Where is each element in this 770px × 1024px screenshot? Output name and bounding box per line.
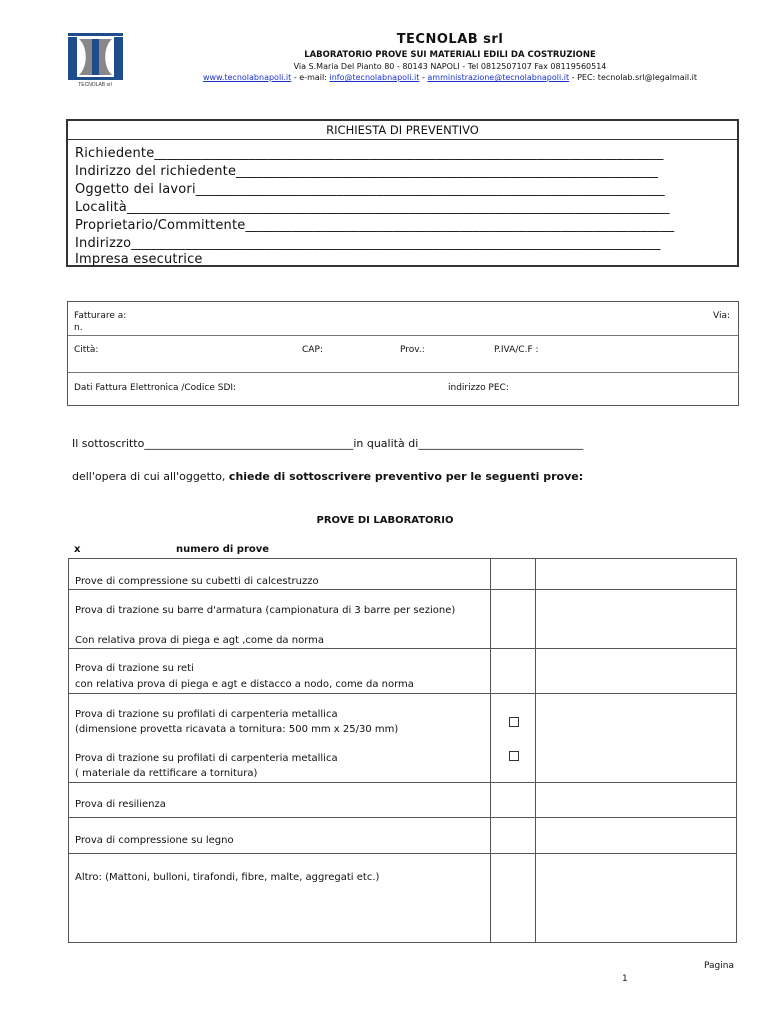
billing-divider <box>68 335 738 336</box>
test-row-label: Con relativa prova di piega e agt ,come da norma <box>75 635 324 646</box>
field-indirizzo[interactable]: Indirizzo_______________________________________________________________________________ <box>75 236 661 251</box>
separator: - <box>293 73 300 82</box>
test-row-label: Prova di trazione su barre d'armatura (campionatura di 3 barre per sezione) <box>75 605 456 616</box>
test-row-label: ( materiale da rettificare a tornitura) <box>75 768 258 779</box>
row-divider <box>69 693 736 694</box>
column-divider <box>535 559 536 942</box>
checkbox[interactable] <box>509 717 519 727</box>
piva-label: P.IVA/C.F : <box>494 345 539 355</box>
tests-table <box>68 558 737 943</box>
test-row-label: Prova di resilienza <box>75 799 166 810</box>
request-statement <box>72 470 583 483</box>
request-box <box>66 119 739 267</box>
company-name: TECNOLAB srl <box>396 32 504 47</box>
test-row-label: Prova di trazione su profilati di carpenteria metallica <box>75 753 338 764</box>
field-localita[interactable]: Località_________________________________________________________________________________ <box>75 200 670 215</box>
fatturare-label: Fatturare a: <box>74 311 127 321</box>
field-oggetto-lavori[interactable]: Oggetto dei lavori______________________________________________________________________ <box>75 182 665 197</box>
field-indirizzo-richiedente[interactable]: Indirizzo del richiedente_______________________________________________________________ <box>75 164 659 179</box>
citta-label: Città: <box>74 345 99 355</box>
page-number: 1 <box>622 974 628 984</box>
n-label: n. <box>74 323 83 333</box>
website-link[interactable]: www.tecnolabnapoli.it <box>202 73 292 82</box>
email-label: e-mail: <box>299 73 327 82</box>
field-proprietario[interactable]: Proprietario/Committente________________________________________________________________ <box>75 218 675 233</box>
company-contacts <box>140 73 760 82</box>
svg-text:TECNOLAB srl: TECNOLAB srl <box>78 82 112 87</box>
admin-email-link[interactable]: amministrazione@tecnolabnapoli.it <box>427 73 570 82</box>
company-subtitle: LABORATORIO PROVE SUI MATERIALI EDILI DA COSTRUZIONE <box>304 50 596 60</box>
test-row-label: Altro: (Mattoni, bulloni, tirafondi, fibre, malte, aggregati etc.) <box>75 872 380 883</box>
statement-prefix: dell'opera di cui all'oggetto, <box>72 470 229 483</box>
test-row-label: Prova di compressione su legno <box>75 835 234 846</box>
pec-text: - PEC: tecnolab.srl@legalmail.it <box>571 73 698 82</box>
row-divider <box>69 853 736 854</box>
row-divider <box>69 648 736 649</box>
request-title: RICHIESTA DI PREVENTIVO <box>68 121 737 140</box>
column-count-label: numero di prove <box>176 544 270 555</box>
row-divider <box>69 589 736 590</box>
test-row-label: (dimensione provetta ricavata a tornitura: 500 mm x 25/30 mm) <box>75 724 399 735</box>
cap-label: CAP: <box>302 345 323 355</box>
sottoscritto-line[interactable]: Il sottoscritto______________________________________in qualità di______________________________ <box>72 437 584 450</box>
billing-divider <box>68 372 738 373</box>
pec-label: indirizzo PEC: <box>448 383 509 393</box>
test-row-label: Prova di trazione su reti <box>75 663 194 674</box>
company-address: Via S.Maria Del Pianto 80 - 80143 NAPOLI - Tel 0812507107 Fax 08119560514 <box>293 62 607 71</box>
field-richiedente[interactable]: Richiedente____________________________________________________________________________ <box>75 146 664 161</box>
test-row-label: con relativa prova di piega e agt e distacco a nodo, come da norma <box>75 679 414 690</box>
field-impresa[interactable]: Impresa esecutrice <box>75 252 203 267</box>
row-divider <box>69 782 736 783</box>
prov-label: Prov.: <box>400 345 425 355</box>
separator: - <box>421 73 428 82</box>
test-row-label: Prove di compressione su cubetti di calcestruzzo <box>75 576 319 587</box>
billing-box <box>67 301 739 406</box>
checkbox[interactable] <box>509 751 519 761</box>
page-label: Pagina <box>704 961 734 971</box>
row-divider <box>69 817 736 818</box>
email-link[interactable]: info@tecnolabnapoli.it <box>329 73 420 82</box>
column-divider <box>490 559 491 942</box>
sdi-label: Dati Fattura Elettronica /Codice SDI: <box>74 383 237 393</box>
test-row-label: Prova di trazione su profilati di carpenteria metallica <box>75 709 338 720</box>
statement-bold: chiede di sottoscrivere preventivo per le seguenti prove: <box>228 470 584 483</box>
tecnolab-logo <box>68 33 123 87</box>
via-label: Via: <box>712 311 730 321</box>
column-x-label: x <box>74 544 81 555</box>
section-title: PROVE DI LABORATORIO <box>316 515 454 526</box>
